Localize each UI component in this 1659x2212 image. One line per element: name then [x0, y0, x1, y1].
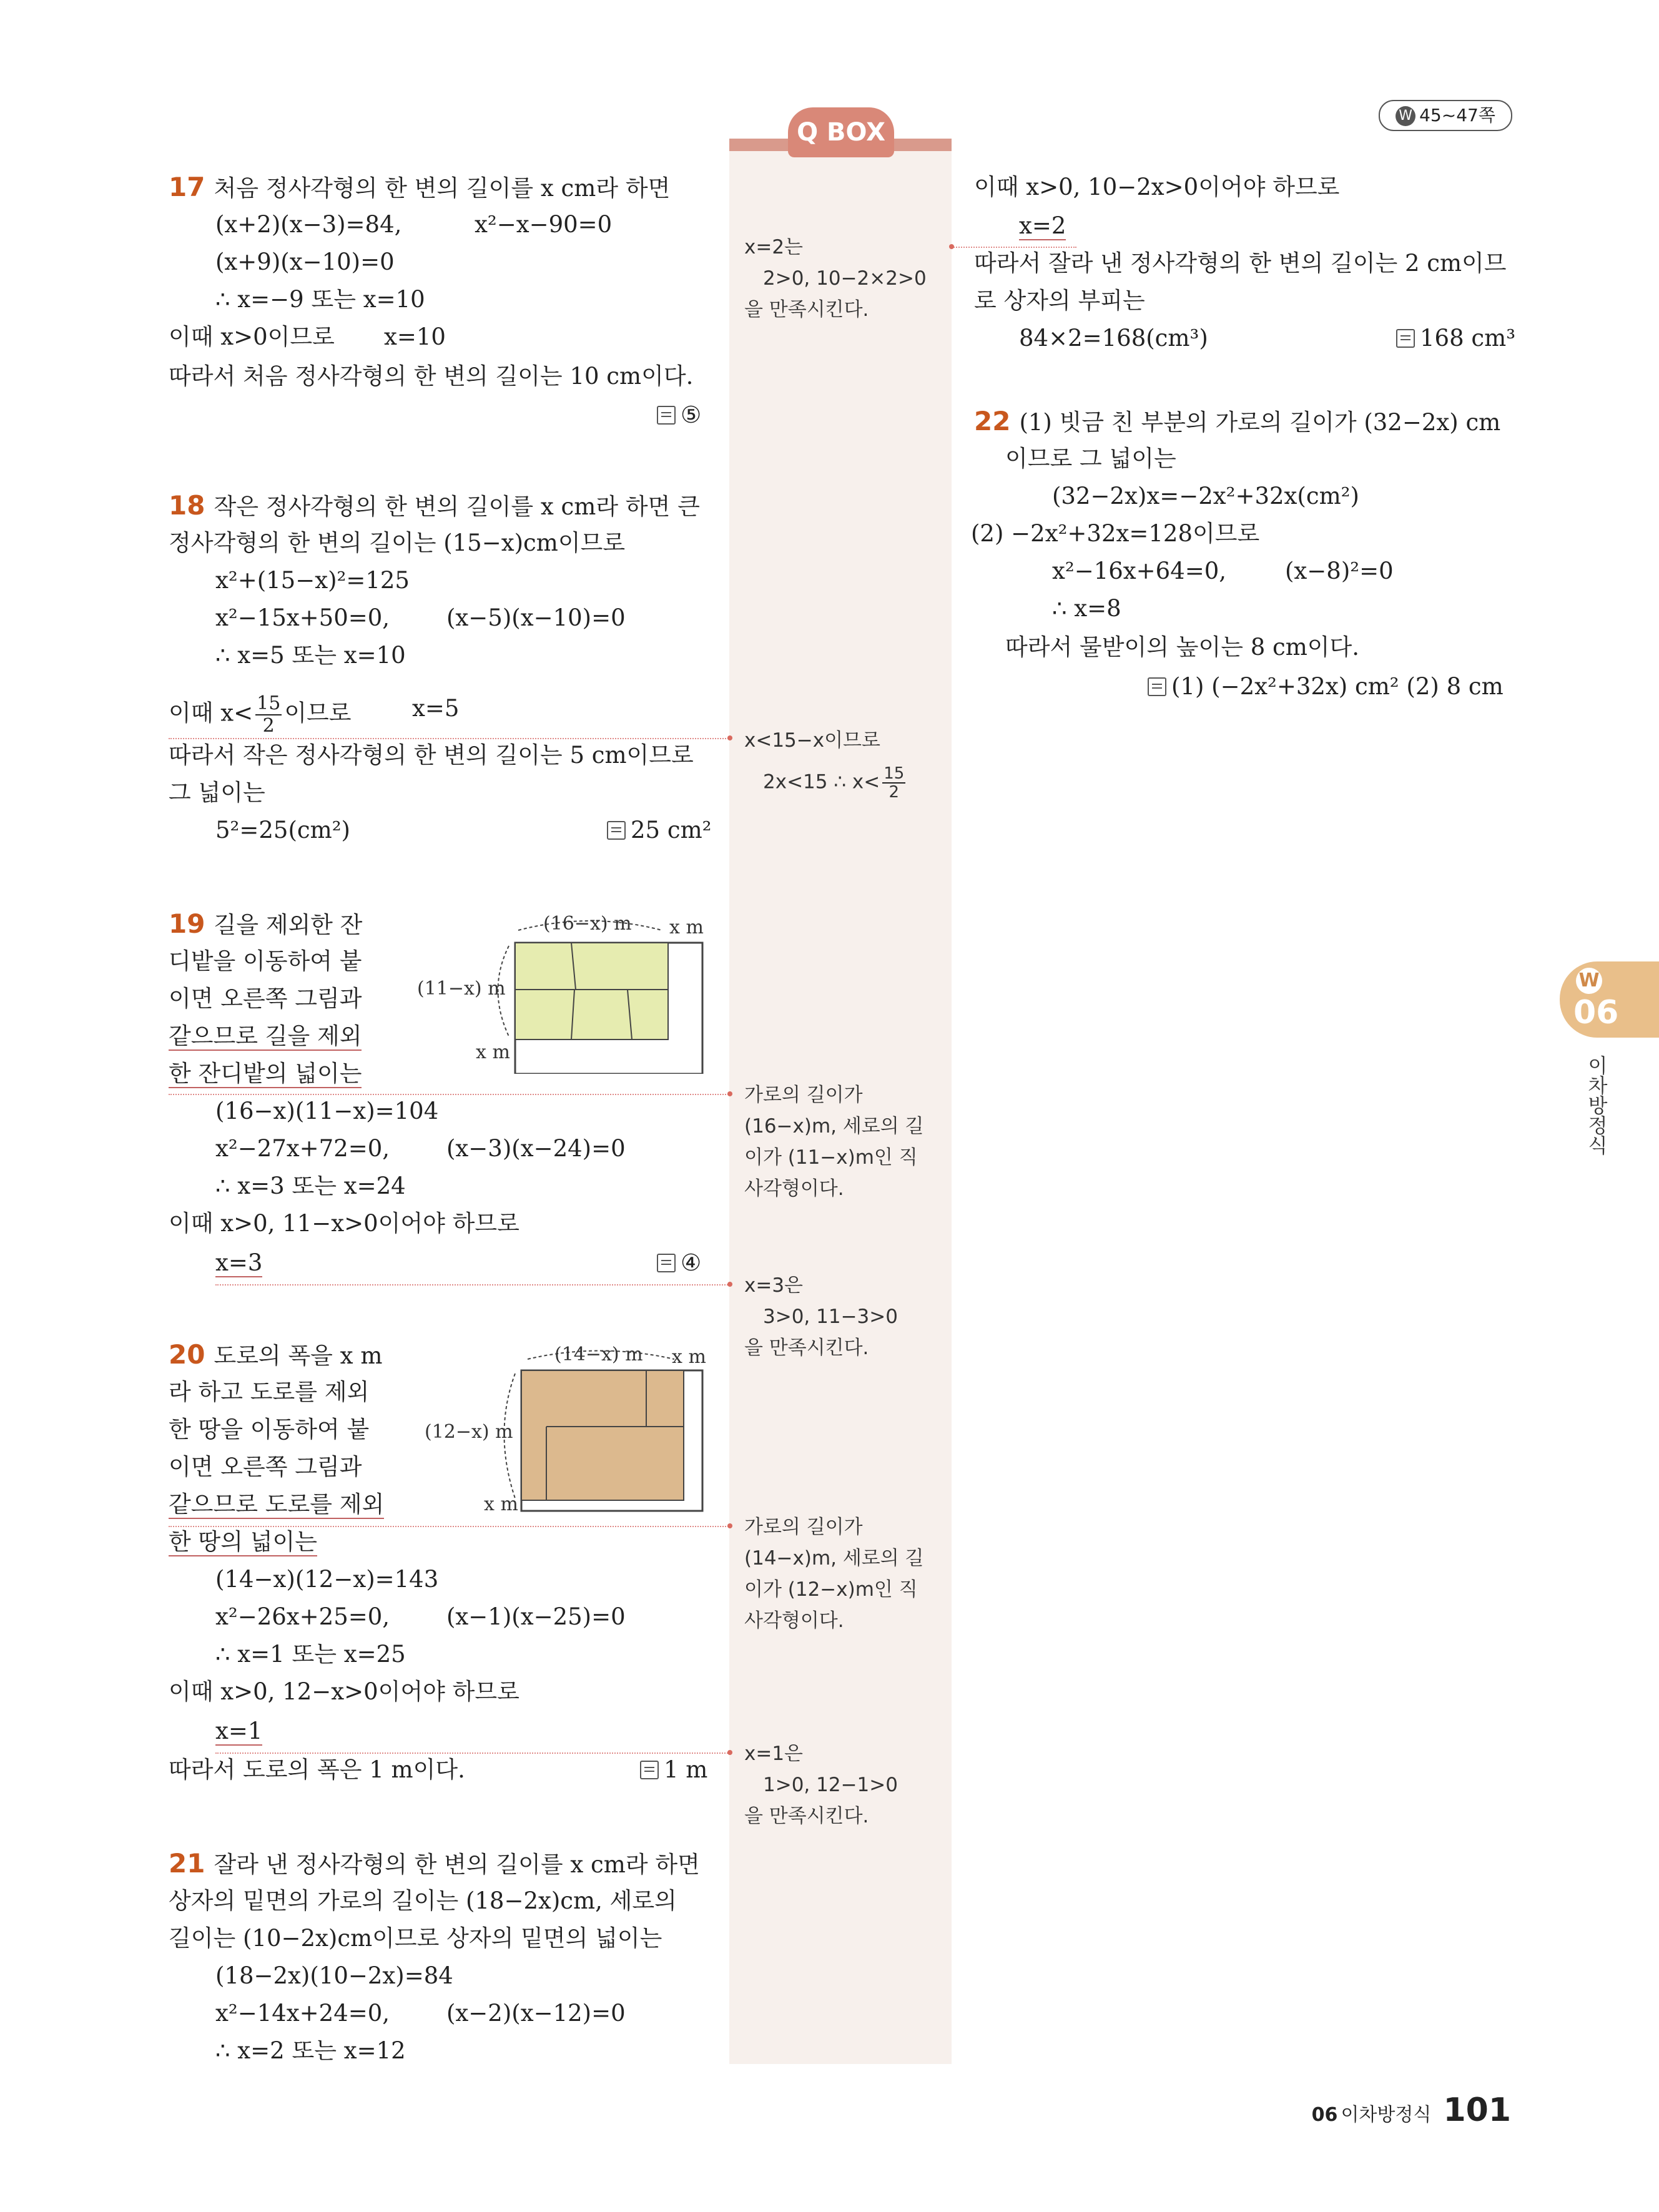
p20-answer: 1 m: [640, 1754, 707, 1786]
p21-line2: 상자의 밑면의 가로의 길이는 (18−2x)cm, 세로의: [169, 1887, 677, 1914]
q20a-note-1: 가로의 길이가: [744, 1516, 863, 1538]
q18-leader-dot: [727, 735, 732, 740]
q19a-note-3: 이가 (11−x)m인 직: [744, 1146, 918, 1169]
p17-line5: 이때 x>0이므로: [169, 323, 335, 350]
p18-line1: 18 작은 정사각형의 한 변의 길이를 x cm라 하면 큰: [169, 490, 700, 521]
q20b-note-2: 1>0, 12−1>0: [763, 1774, 898, 1796]
p22-line5b: (x−8)²=0: [1285, 558, 1394, 584]
w-icon: W: [1396, 106, 1415, 126]
p19-line2: 디밭을 이동하여 붙: [169, 948, 362, 975]
p19-fig-left-label: (11−x) m: [417, 978, 506, 1000]
footer: [1311, 2092, 1511, 2129]
p21-line11: 84×2=168(cm³): [1019, 325, 1208, 351]
p21-line5: x²−14x+24=0,: [215, 2000, 390, 2027]
p17-line2b: x²−x−90=0: [475, 211, 613, 238]
chapter-tab: [1560, 961, 1659, 1038]
p21-line4: (18−2x)(10−2x)=84: [215, 1962, 453, 1989]
q19b-leader-dot: [727, 1282, 732, 1287]
p19-line7: x²−27x+72=0,: [215, 1135, 390, 1162]
chapter-tab-number: 06: [1573, 994, 1619, 1031]
p18-line6b: x=5: [412, 695, 460, 722]
p21-line3: 길이는 (10−2x)cm이므로 상자의 밑면의 넓이는: [169, 1925, 662, 1952]
q20b-leader-dot: [727, 1750, 732, 1755]
p20-line5: 같으므로 도로를 제외: [169, 1491, 385, 1518]
p22-line6: ∴ x=8: [1052, 595, 1121, 622]
q18-note-1: x<15−x이므로: [744, 729, 880, 752]
q20a-leader-dot: [727, 1523, 732, 1528]
p21-answer: 168 cm³: [1396, 323, 1515, 354]
q20a-note-3: 이가 (12−x)m인 직: [744, 1578, 918, 1601]
p18-line9: 5²=25(cm²): [215, 817, 350, 843]
q17-note-3: 을 만족시킨다.: [744, 298, 869, 321]
q17-note-2: 2>0, 10−2×2>0: [763, 267, 927, 290]
p19-answer: ④: [657, 1247, 701, 1279]
qbox-badge: [788, 107, 894, 157]
p21-line1: 21 잘라 낸 정사각형의 한 변의 길이를 x cm라 하면: [169, 1848, 700, 1879]
qbox-title: Q BOX: [797, 118, 885, 147]
p22-line7: 따라서 물받이의 높이는 8 cm이다.: [1005, 634, 1360, 661]
p18-line3: x²+(15−x)²=125: [215, 567, 410, 594]
p19-line4: 같으므로 길을 제외: [169, 1023, 362, 1049]
p20-line7: (14−x)(12−x)=143: [215, 1566, 439, 1593]
q19a-leader: [169, 1094, 731, 1095]
p22-line3: (32−2x)x=−2x²+32x(cm²): [1052, 483, 1359, 509]
p17-line4: ∴ x=−9 또는 x=10: [215, 286, 425, 313]
p17-answer: ⑤: [657, 400, 701, 431]
q19a-note-4: 사각형이다.: [744, 1177, 844, 1200]
q20a-leader: [169, 1526, 731, 1527]
p17-line5b: x=10: [384, 323, 446, 350]
p20-line9: ∴ x=1 또는 x=25: [215, 1641, 406, 1668]
p19-line8: ∴ x=3 또는 x=24: [215, 1172, 406, 1199]
chapter-tab-label: 이차방정식: [1585, 1055, 1608, 1155]
p22-line5: x²−16x+64=0,: [1052, 558, 1227, 584]
p20-line2: 라 하고 도로를 제외: [169, 1379, 370, 1405]
p20-line11: x=1: [215, 1718, 263, 1744]
p17-line6: 따라서 처음 정사각형의 한 변의 길이는 10 cm이다.: [169, 363, 694, 390]
answer-icon: [657, 406, 676, 425]
p21-line6: ∴ x=2 또는 x=12: [215, 2037, 406, 2064]
q19b-note-3: 을 만족시킨다.: [744, 1337, 869, 1359]
p20-line6: 한 땅의 넓이는: [169, 1528, 317, 1555]
p18-line4: x²−15x+50=0,: [215, 604, 390, 631]
p20-fig-left-label: (12−x) m: [425, 1421, 513, 1443]
p18-fraction: $\frac{15}{2}$: [257, 692, 281, 737]
p21-line9: 따라서 잘라 낸 정사각형의 한 변의 길이는 2 cm이므: [974, 250, 1507, 277]
q20b-note-3: 을 만족시킨다.: [744, 1805, 869, 1827]
p19-line6: (16−x)(11−x)=104: [215, 1098, 439, 1124]
p20-fig-top-label: (14−x) m: [554, 1344, 643, 1365]
p20-line10: 이때 x>0, 12−x>0이어야 하므로: [169, 1678, 519, 1705]
q17-leader-dot: [949, 244, 954, 249]
p17-line1: 17 처음 정사각형의 한 변의 길이를 x cm라 하면: [169, 172, 671, 202]
p21-line10: 로 상자의 부피는: [974, 287, 1145, 314]
q17-note-1: x=2는: [744, 236, 803, 258]
p22-answer: (1) (−2x²+32x) cm² (2) 8 cm: [1148, 671, 1504, 702]
q19a-note-2: (16−x)m, 세로의 길: [744, 1115, 924, 1138]
p18-line8: 그 넓이는: [169, 779, 265, 806]
q19b-note-2: 3>0, 11−3>0: [763, 1305, 898, 1328]
chapter-tab-w-icon: W: [1576, 968, 1602, 994]
q19b-note-1: x=3은: [744, 1274, 803, 1297]
p19-line9: 이때 x>0, 11−x>0이어야 하므로: [169, 1210, 519, 1237]
page-number: 101: [1443, 2092, 1511, 2129]
p20-fig-right-label: x m: [672, 1346, 706, 1368]
q20b-leader: [215, 1752, 731, 1754]
q20a-note-2: (14−x)m, 세로의 길: [744, 1547, 924, 1570]
q20b-note-1: x=1은: [744, 1743, 803, 1765]
p22-line4: (2) −2x²+32x=128이므로: [971, 520, 1260, 547]
p19-fig-top-label: (16−x) m: [543, 913, 632, 935]
p17-line2: (x+2)(x−3)=84,: [215, 211, 402, 238]
p19-line7b: (x−3)(x−24)=0: [446, 1135, 626, 1162]
p18-answer: 25 cm²: [607, 815, 711, 846]
p17-line3: (x+9)(x−10)=0: [215, 248, 395, 275]
p20-fig-bottom-label: x m: [484, 1493, 518, 1515]
p22-line1: 22 (1) 빗금 친 부분의 가로의 길이가 (32−2x) cm: [974, 406, 1501, 436]
p20-line4: 이면 오른쪽 그림과: [169, 1453, 362, 1480]
page-ref-badge: [1379, 100, 1512, 131]
p19-line10: x=3: [215, 1249, 263, 1276]
p20-line8b: (x−1)(x−25)=0: [446, 1603, 626, 1630]
q20a-note-4: 사각형이다.: [744, 1610, 844, 1632]
p21-line5b: (x−2)(x−12)=0: [446, 2000, 626, 2027]
q18-note-2: 2x<15 ∴ x< $\frac{15}{2}$: [763, 764, 905, 802]
p18-line7: 따라서 작은 정사각형의 한 변의 길이는 5 cm이므로: [169, 742, 694, 769]
ref-pages: 45~47쪽: [1419, 105, 1495, 125]
p21-line7: 이때 x>0, 10−2x>0이어야 하므로: [974, 174, 1340, 200]
p19-line1: 19 길을 제외한 잔: [169, 908, 363, 939]
p18-line5: ∴ x=5 또는 x=10: [215, 642, 406, 669]
p19-line5: 한 잔디밭의 넓이는: [169, 1060, 362, 1087]
p19-fig-bottom-label: x m: [476, 1041, 510, 1063]
p21-line8: x=2: [1019, 212, 1066, 239]
p18-line6: 이때 x< $\frac{15}{2}$ 이므로: [169, 692, 352, 737]
q19b-leader: [215, 1284, 731, 1285]
p20-line8: x²−26x+25=0,: [215, 1603, 390, 1630]
p19-line3: 이면 오른쪽 그림과: [169, 985, 362, 1012]
p17-number: 17: [169, 172, 205, 202]
p20-line3: 한 땅을 이동하여 붙: [169, 1416, 370, 1443]
q19a-note-1: 가로의 길이가: [744, 1084, 863, 1106]
q19a-leader-dot: [727, 1091, 732, 1096]
p20-line12: 따라서 도로의 폭은 1 m이다.: [169, 1756, 465, 1783]
p18-line4b: (x−5)(x−10)=0: [446, 604, 626, 631]
q18-leader: [169, 738, 731, 739]
p18-line2: 정사각형의 한 변의 길이는 (15−x)cm이므로: [169, 529, 626, 556]
p22-line2: 이므로 그 넓이는: [1005, 445, 1176, 472]
footer-chapter: 06: [1311, 2104, 1338, 2126]
footer-title: 이차방정식: [1341, 2104, 1432, 2126]
p19-fig-right-label: x m: [669, 917, 704, 938]
p20-line1: 20 도로의 폭을 x m: [169, 1339, 383, 1370]
